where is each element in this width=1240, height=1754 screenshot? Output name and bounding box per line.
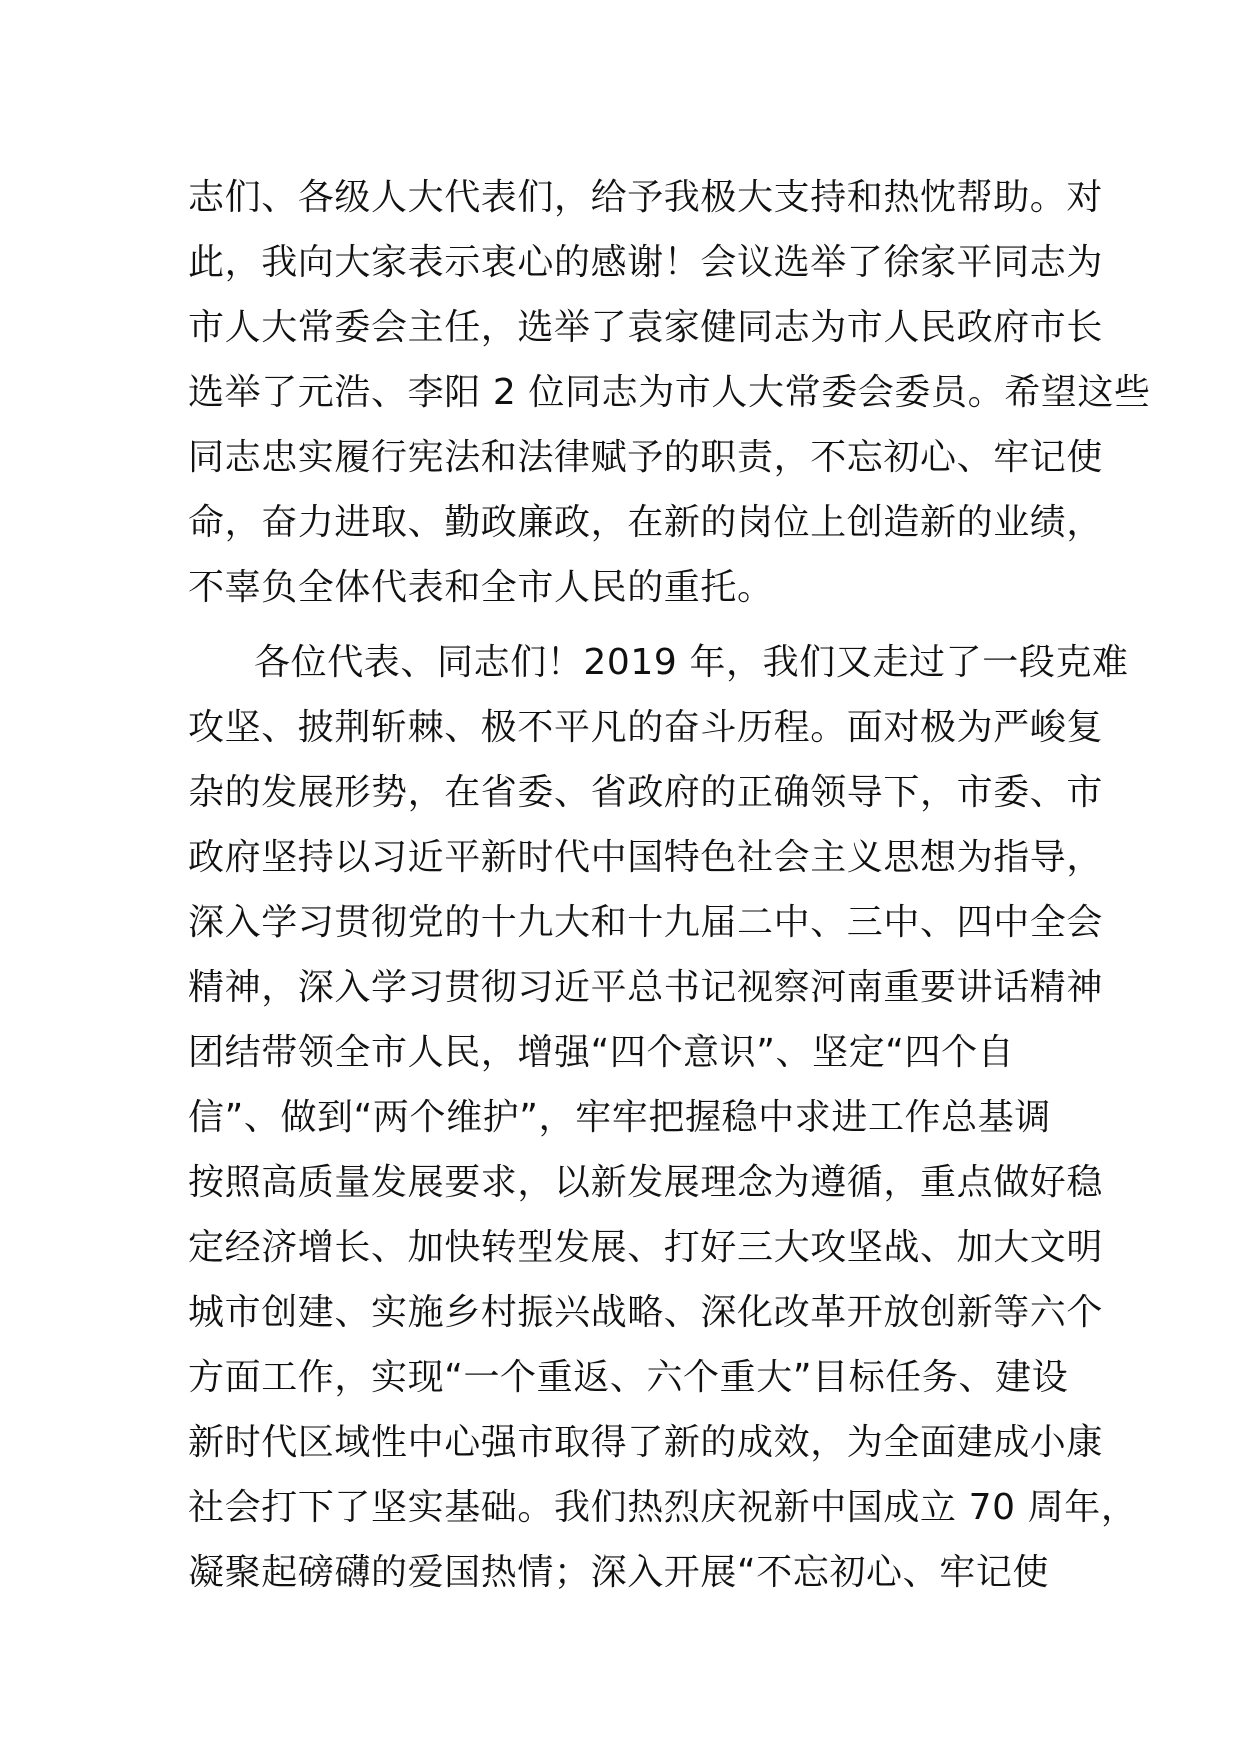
text-line: 杂的发展形势，在省委、省政府的正确领导下，市委、市 [188,772,1104,813]
text-line: 攻坚、披荆斩棘、极不平凡的奋斗历程。面对极为严峻复 [188,707,1104,748]
text-line: 不辜负全体代表和全市人民的重托。 [188,567,774,608]
text-line: 市人大常委会主任，选举了袁家健同志为市人民政府市长 [188,307,1104,348]
text-line: 团结带领全市人民，增强“四个意识”、坚定“四个自 [188,1032,1015,1073]
paragraph-gap [188,620,1054,630]
text-line: 深入学习贯彻党的十九大和十九届二中、三中、四中全会 [188,902,1104,943]
text-line: 按照高质量发展要求，以新发展理念为遵循，重点做好稳 [188,1162,1104,1203]
text-line: 城市创建、实施乡村振兴战略、深化改革开放创新等六个 [188,1292,1104,1333]
body-text [188,165,1151,1605]
text-line: 新时代区域性中心强市取得了新的成效，为全面建成小康 [188,1422,1104,1463]
text-line: 政府坚持以习近平新时代中国特色社会主义思想为指导， [188,837,1104,878]
text-line: 选举了元浩、李阳 2 位同志为市人大常委会委员。希望这些 [188,372,1151,413]
paragraph-2 [188,630,1138,1605]
text-line: 各位代表、同志们！2019 年，我们又走过了一段克难 [254,642,1129,683]
text-line: 同志忠实履行宪法和法律赋予的职责，不忘初心、牢记使 [188,437,1104,478]
text-line: 方面工作，实现“一个重返、六个重大”目标任务、建设 [188,1357,1069,1398]
text-line: 精神，深入学习贯彻习近平总书记视察河南重要讲话精神 [188,967,1104,1008]
text-line: 此，我向大家表示衷心的感谢！会议选举了徐家平同志为 [188,242,1104,283]
text-line: 信”、做到“两个维护”，牢牢把握稳中求进工作总基调 [188,1097,1051,1138]
text-line: 社会打下了坚实基础。我们热烈庆祝新中国成立 70 周年， [188,1487,1138,1528]
paragraph-1 [188,165,1151,620]
text-line: 凝聚起磅礴的爱国热情；深入开展“不忘初心、牢记使 [188,1552,1050,1593]
text-line: 志们、各级人大代表们，给予我极大支持和热忱帮助。对 [188,177,1104,218]
text-line: 定经济增长、加快转型发展、打好三大攻坚战、加大文明 [188,1227,1104,1268]
text-line: 命，奋力进取、勤政廉政，在新的岗位上创造新的业绩， [188,502,1104,543]
